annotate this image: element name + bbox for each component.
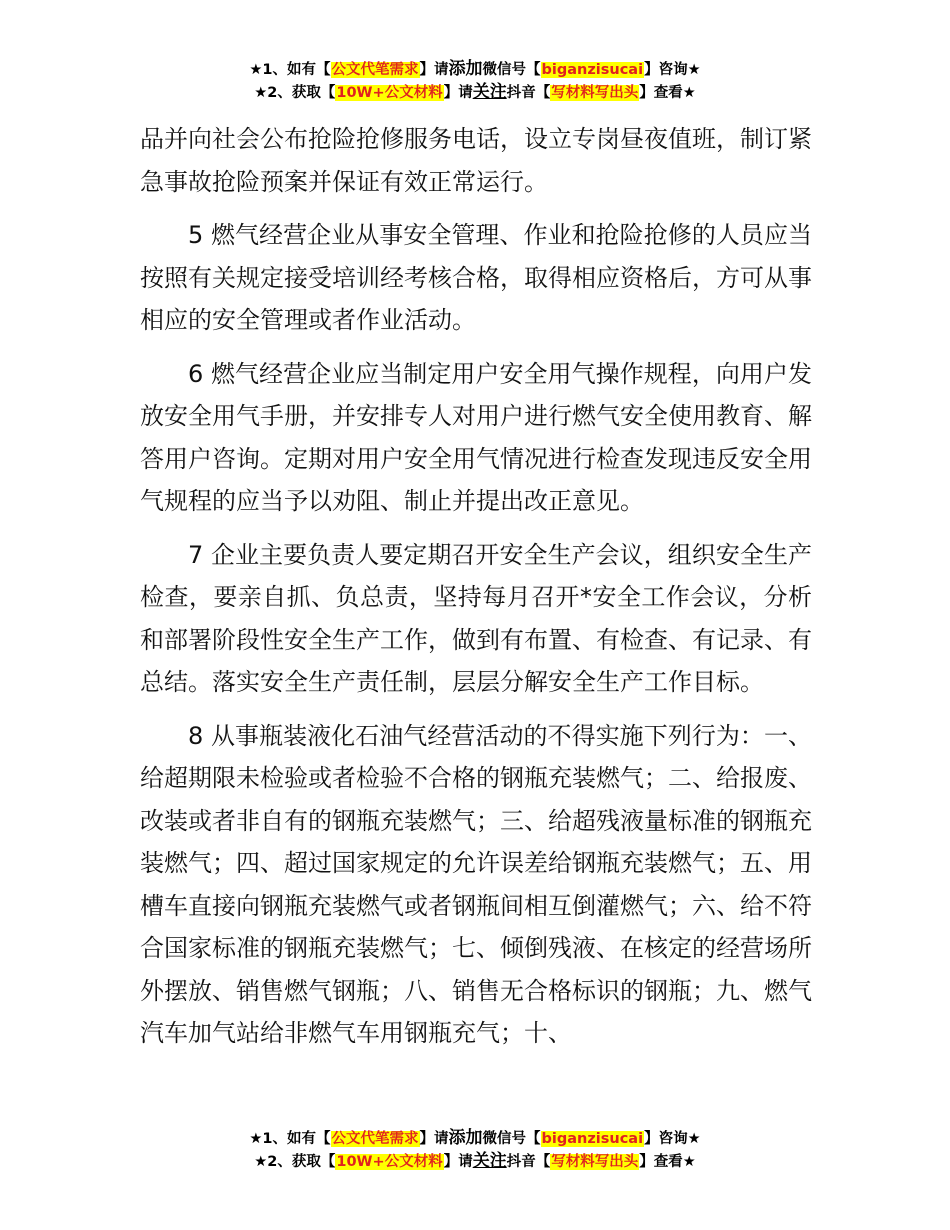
- banner-line-1: [0, 1127, 950, 1150]
- banner-emphasis: 关注: [472, 1151, 507, 1171]
- banner-text: 】请: [443, 1154, 473, 1170]
- banner-emphasis: 添加: [448, 1128, 483, 1148]
- banner-highlight: biganzisucai: [541, 1131, 644, 1147]
- banner-highlight: biganzisucai: [541, 62, 644, 78]
- banner-highlight: 10W+公文材料: [336, 85, 443, 101]
- header-banner: [0, 58, 950, 104]
- banner-text: 】请: [443, 85, 473, 101]
- banner-highlight: 写材料写出头: [551, 1154, 639, 1170]
- banner-text: ★1、如有【: [249, 1131, 331, 1147]
- banner-highlight: 10W+公文材料: [336, 1154, 443, 1170]
- paragraph-item-6: 6 燃气经营企业应当制定用户安全用气操作规程，向用户发放安全用气手册，并安排专人对用户进行燃气安全使用教育、解答用户咨询。定期对用户安全用气情况进行检查发现违反安全用气规程的应当予以劝阻、制止并提出改正意见。: [140, 359, 812, 515]
- banner-text: 】请: [419, 1131, 449, 1147]
- banner-text: 】咨询★: [644, 1131, 701, 1147]
- paragraph-item-8: 8 从事瓶装液化石油气经营活动的不得实施下列行为：一、给超期限未检验或者检验不合格的钢瓶充装燃气；二、给报废、改装或者非自有的钢瓶充装燃气；三、给超残液量标准的钢瓶充装燃气；四、超过国家规定的允许误差给钢瓶充装燃气；五、用槽车直接向钢瓶充装燃气或者钢瓶间相互倒灌燃气；六、给不符合国家标准的钢瓶充装燃气；七、倾倒残液、在核定的经营场所外摆放、销售燃气钢瓶；八、销售无合格标识的钢瓶；九、燃气汽车加气站给非燃气车用钢瓶充气；十、: [140, 721, 812, 1047]
- banner-highlight: 公文代笔需求: [331, 1131, 419, 1147]
- banner-text: 抖音【: [506, 1154, 551, 1170]
- banner-highlight: 写材料写出头: [551, 85, 639, 101]
- banner-text: 微信号【: [482, 62, 541, 78]
- banner-line-2: [0, 81, 950, 104]
- banner-line-1: [0, 58, 950, 81]
- paragraph-item-5: 5 燃气经营企业从事安全管理、作业和抢险抢修的人员应当按照有关规定接受培训经考核合格，取得相应资格后，方可从事相应的安全管理或者作业活动。: [140, 221, 812, 334]
- banner-line-2: [0, 1150, 950, 1173]
- banner-highlight: 公文代笔需求: [331, 62, 419, 78]
- banner-text: ★2、获取【: [254, 85, 336, 101]
- banner-emphasis: 添加: [448, 59, 483, 79]
- document-body: [140, 118, 812, 1066]
- paragraph-item-7: 7 企业主要负责人要定期召开安全生产会议，组织安全生产检查，要亲自抓、负总责，坚持每月召开*安全工作会议，分析和部署阶段性安全生产工作，做到有布置、有检查、有记录、有总结。落实安全生产责任制，层层分解安全生产工作目标。: [140, 540, 812, 696]
- banner-text: 】查看★: [639, 1154, 696, 1170]
- footer-banner: [0, 1127, 950, 1173]
- banner-text: 】咨询★: [644, 62, 701, 78]
- banner-text: 】查看★: [639, 85, 696, 101]
- banner-emphasis: 关注: [472, 82, 507, 102]
- banner-text: 微信号【: [482, 1131, 541, 1147]
- banner-text: 】请: [419, 62, 449, 78]
- banner-text: ★2、获取【: [254, 1154, 336, 1170]
- banner-text: ★1、如有【: [249, 62, 331, 78]
- paragraph-continuation: 品并向社会公布抢险抢修服务电话，设立专岗昼夜值班，制订紧急事故抢险预案并保证有效正常运行。: [140, 125, 812, 196]
- banner-text: 抖音【: [506, 85, 551, 101]
